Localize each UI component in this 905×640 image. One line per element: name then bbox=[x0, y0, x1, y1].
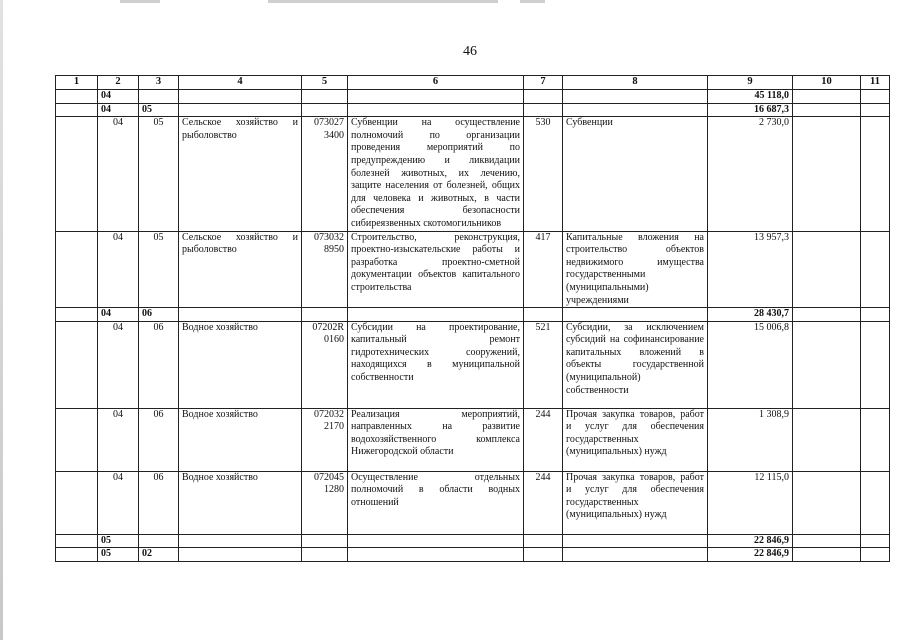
subtotal-row bbox=[56, 548, 890, 562]
page-edge bbox=[0, 0, 3, 640]
subtotal-row bbox=[56, 103, 890, 117]
cell-empty bbox=[302, 534, 348, 548]
subsection-code: 06 bbox=[139, 408, 179, 471]
column-number: 6 bbox=[348, 76, 524, 90]
cell-empty bbox=[524, 548, 563, 562]
cell-empty bbox=[793, 534, 861, 548]
column-number: 1 bbox=[56, 76, 98, 90]
cell-empty bbox=[563, 90, 708, 104]
target-article-code: 07202R 0160 bbox=[302, 321, 348, 408]
cell-empty bbox=[302, 548, 348, 562]
expense-type-name: Капитальные вложения на строительство объектов недвижимого имущества государственными (муниципальными) учреждениями bbox=[563, 231, 708, 308]
cell-empty bbox=[861, 103, 890, 117]
cell-empty bbox=[861, 321, 890, 408]
column-number: 7 bbox=[524, 76, 563, 90]
cell-empty bbox=[348, 534, 524, 548]
cell-empty bbox=[302, 103, 348, 117]
column-number: 11 bbox=[861, 76, 890, 90]
expense-type-code: 244 bbox=[524, 471, 563, 534]
section-code: 04 bbox=[98, 471, 139, 534]
column-number: 10 bbox=[793, 76, 861, 90]
cell-empty bbox=[793, 548, 861, 562]
table-row bbox=[56, 321, 890, 408]
table-body bbox=[56, 76, 890, 562]
cell-empty bbox=[56, 103, 98, 117]
cell-empty bbox=[793, 103, 861, 117]
cell-empty bbox=[861, 90, 890, 104]
article-name: Субвенции на осуществление полномочий по организации проведения мероприятий по предупреждению и ликвидации болезней животных, их лечению, защите населения от болезней, общих для человека и животных, в части обеспечения безопасности сибиреязвенных скотомогильников bbox=[348, 117, 524, 231]
subsection-code: 06 bbox=[139, 321, 179, 408]
subsection-code bbox=[139, 534, 179, 548]
section-code: 05 bbox=[98, 534, 139, 548]
subtotal-row bbox=[56, 90, 890, 104]
subsection-name: Сельское хозяйство и рыболовство bbox=[179, 117, 302, 231]
cell-empty bbox=[793, 308, 861, 322]
cell-empty bbox=[348, 308, 524, 322]
cell-empty bbox=[56, 117, 98, 231]
expense-type-name: Субвенции bbox=[563, 117, 708, 231]
cell-empty bbox=[793, 90, 861, 104]
cell-empty bbox=[861, 308, 890, 322]
table-row bbox=[56, 408, 890, 471]
cell-empty bbox=[793, 117, 861, 231]
cell-empty bbox=[179, 308, 302, 322]
expense-type-code: 244 bbox=[524, 408, 563, 471]
amount: 2 730,0 bbox=[708, 117, 793, 231]
subsection-name: Водное хозяйство bbox=[179, 321, 302, 408]
section-code: 04 bbox=[98, 90, 139, 104]
subsection-code: 06 bbox=[139, 308, 179, 322]
cell-empty bbox=[56, 321, 98, 408]
subsection-code: 05 bbox=[139, 117, 179, 231]
subsection-code: 05 bbox=[139, 231, 179, 308]
amount: 22 846,9 bbox=[708, 548, 793, 562]
column-number-row bbox=[56, 76, 890, 90]
cell-empty bbox=[563, 548, 708, 562]
amount: 28 430,7 bbox=[708, 308, 793, 322]
cell-empty bbox=[563, 103, 708, 117]
cell-empty bbox=[348, 90, 524, 104]
cell-empty bbox=[861, 117, 890, 231]
column-number: 4 bbox=[179, 76, 302, 90]
amount: 15 006,8 bbox=[708, 321, 793, 408]
cell-empty bbox=[56, 308, 98, 322]
article-name: Субсидии на проектирование, капитальный ремонт гидротехнических сооружений, находящихся в муниципальной собственности bbox=[348, 321, 524, 408]
article-name: Строительство, реконструкция, проектно-изыскательские работы и разработка проектно-сметной документации объектов капитального строительства bbox=[348, 231, 524, 308]
section-code: 04 bbox=[98, 408, 139, 471]
cell-empty bbox=[302, 90, 348, 104]
target-article-code: 072032 2170 bbox=[302, 408, 348, 471]
cell-empty bbox=[524, 90, 563, 104]
subtotal-row bbox=[56, 534, 890, 548]
subsection-name: Водное хозяйство bbox=[179, 408, 302, 471]
expense-type-name: Субсидии, за исключением субсидий на софинансирование капитальных вложений в объекты государственной (муниципальной) собственности bbox=[563, 321, 708, 408]
subsection-code: 05 bbox=[139, 103, 179, 117]
target-article-code: 073032 8950 bbox=[302, 231, 348, 308]
target-article-code: 072045 1280 bbox=[302, 471, 348, 534]
column-number: 9 bbox=[708, 76, 793, 90]
budget-table bbox=[55, 75, 890, 562]
cell-empty bbox=[563, 534, 708, 548]
subtotal-row bbox=[56, 308, 890, 322]
amount: 13 957,3 bbox=[708, 231, 793, 308]
column-number: 3 bbox=[139, 76, 179, 90]
section-code: 04 bbox=[98, 321, 139, 408]
amount: 45 118,0 bbox=[708, 90, 793, 104]
expense-type-name: Прочая закупка товаров, работ и услуг для обеспечения государственных (муниципальных) нужд bbox=[563, 408, 708, 471]
cell-empty bbox=[56, 548, 98, 562]
cell-empty bbox=[302, 308, 348, 322]
subsection-code bbox=[139, 90, 179, 104]
table-row bbox=[56, 231, 890, 308]
cell-empty bbox=[793, 408, 861, 471]
section-code: 05 bbox=[98, 548, 139, 562]
subsection-name: Сельское хозяйство и рыболовство bbox=[179, 231, 302, 308]
cell-empty bbox=[179, 103, 302, 117]
expense-type-code: 530 bbox=[524, 117, 563, 231]
cell-empty bbox=[861, 408, 890, 471]
expense-type-name: Прочая закупка товаров, работ и услуг для обеспечения государственных (муниципальных) нужд bbox=[563, 471, 708, 534]
subsection-code: 02 bbox=[139, 548, 179, 562]
article-name: Реализация мероприятий, направленных на развитие водохозяйственного комплекса Нижегородской области bbox=[348, 408, 524, 471]
subsection-name: Водное хозяйство bbox=[179, 471, 302, 534]
cell-empty bbox=[524, 103, 563, 117]
cell-empty bbox=[179, 534, 302, 548]
cell-empty bbox=[563, 308, 708, 322]
cell-empty bbox=[56, 231, 98, 308]
cell-empty bbox=[793, 321, 861, 408]
cell-empty bbox=[56, 471, 98, 534]
cell-empty bbox=[793, 231, 861, 308]
column-number: 2 bbox=[98, 76, 139, 90]
table-row bbox=[56, 117, 890, 231]
subsection-code: 06 bbox=[139, 471, 179, 534]
section-code: 04 bbox=[98, 117, 139, 231]
page-number: 46 bbox=[463, 44, 477, 59]
cell-empty bbox=[861, 471, 890, 534]
target-article-code: 073027 3400 bbox=[302, 117, 348, 231]
cell-empty bbox=[861, 548, 890, 562]
amount: 22 846,9 bbox=[708, 534, 793, 548]
cell-empty bbox=[524, 534, 563, 548]
cell-empty bbox=[524, 308, 563, 322]
section-code: 04 bbox=[98, 308, 139, 322]
cell-empty bbox=[179, 90, 302, 104]
cell-empty bbox=[348, 548, 524, 562]
amount: 1 308,9 bbox=[708, 408, 793, 471]
expense-type-code: 521 bbox=[524, 321, 563, 408]
section-code: 04 bbox=[98, 231, 139, 308]
cell-empty bbox=[179, 548, 302, 562]
cell-empty bbox=[861, 534, 890, 548]
column-number: 8 bbox=[563, 76, 708, 90]
cell-empty bbox=[793, 471, 861, 534]
cell-empty bbox=[56, 534, 98, 548]
amount: 16 687,3 bbox=[708, 103, 793, 117]
table-row bbox=[56, 471, 890, 534]
column-number: 5 bbox=[302, 76, 348, 90]
cell-empty bbox=[348, 103, 524, 117]
cell-empty bbox=[56, 408, 98, 471]
cell-empty bbox=[861, 231, 890, 308]
expense-type-code: 417 bbox=[524, 231, 563, 308]
amount: 12 115,0 bbox=[708, 471, 793, 534]
article-name: Осуществление отдельных полномочий в области водных отношений bbox=[348, 471, 524, 534]
section-code: 04 bbox=[98, 103, 139, 117]
scan-artifact bbox=[0, 0, 905, 5]
cell-empty bbox=[56, 90, 98, 104]
